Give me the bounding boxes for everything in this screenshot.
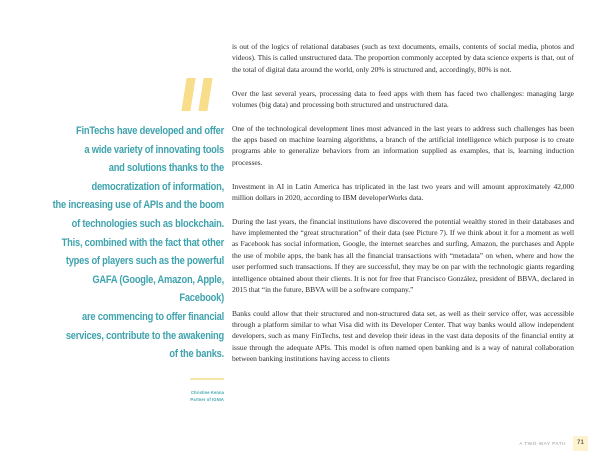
body-paragraph: Over the last several years, processing data to feed apps with them has faced two challenges: managing large volumes (big data) and processing both structured and unstructured data. — [232, 88, 574, 109]
pull-quote-attribution — [48, 389, 224, 403]
page-footer — [519, 436, 588, 451]
body-paragraph: During the last years, the financial institutions have discovered the potential wealthy stored in their databases and have implemented the “great structuration” of their data (see Picture 7). If we think about it for a moment as well as Facebook has social information, Google, the internet searches and surfing, Amazon, the purchases and Apple the use of mobile apps, the bank has all the financial transactions with “metadata” on when, where and how the user performed such transactions. If they are successful, they may be on par with the technologic giants regarding intelligence obtained about their clients. It is not for free that Francisco González, president of BBVA, declared in 2015 that “in the future, BBVA will be a software company.” — [232, 216, 574, 294]
double-quote-icon — [28, 78, 224, 112]
body-paragraph: One of the technological development lines most advanced in the last years to address such challenges has been the apps based on machine learning algorithms, a branch of the artificial intelligence which purpose is to create programs able to generalize behaviors from an information supplied as examples, that is, learning induction processes. — [232, 123, 574, 167]
footer-chapter-title: A TWO-WAY PATH — [519, 440, 566, 446]
pull-quote-text: FinTechs have developed and offer a wide variety of innovating tools and solutions thanks to the democratization of information, the increasing use of APIs and the boom of technologies such as blockchain. This, combined with the fact that other types of players such as the powerful GAFA (Google, Amazon, Apple, Facebook) are commencing to offer financial services, contribute to the awakening of the banks. — [52, 125, 224, 361]
footer-page-number: 71 — [573, 436, 588, 451]
pull-quote — [28, 78, 224, 403]
attribution-role: Partner of IGNIA — [190, 396, 224, 402]
attribution-name: Christine Kenna — [190, 389, 224, 395]
body-paragraph: Banks could allow that their structured and non-structured data set, as well as their service offer, was accessible through a platform similar to what Visa did with its Developer Center. That way banks would allow independent developers, such as many FinTechs, test and develop their ideas in the vast data deposits of the financial entity at issue through the adequate APIs. This model is often named open banking and is a way of natural collaboration between banking institutions having access to clients — [232, 308, 574, 364]
pull-quote-divider — [190, 378, 224, 380]
body-paragraph: Investment in AI in Latin America has triplicated in the last two years and will amount approximately 42,000 million dollars in 2020, according to IBM developerWorks data. — [232, 181, 574, 202]
body-paragraph: is out of the logics of relational databases (such as text documents, emails, contents of social media, photos and videos). This is called unstructured data. The proportion commonly accepted by data science experts is that, out of the total of digital data around the world, only 20% is structured and, accordingly, 80% is not. — [232, 42, 574, 74]
body-text-column — [232, 41, 574, 364]
